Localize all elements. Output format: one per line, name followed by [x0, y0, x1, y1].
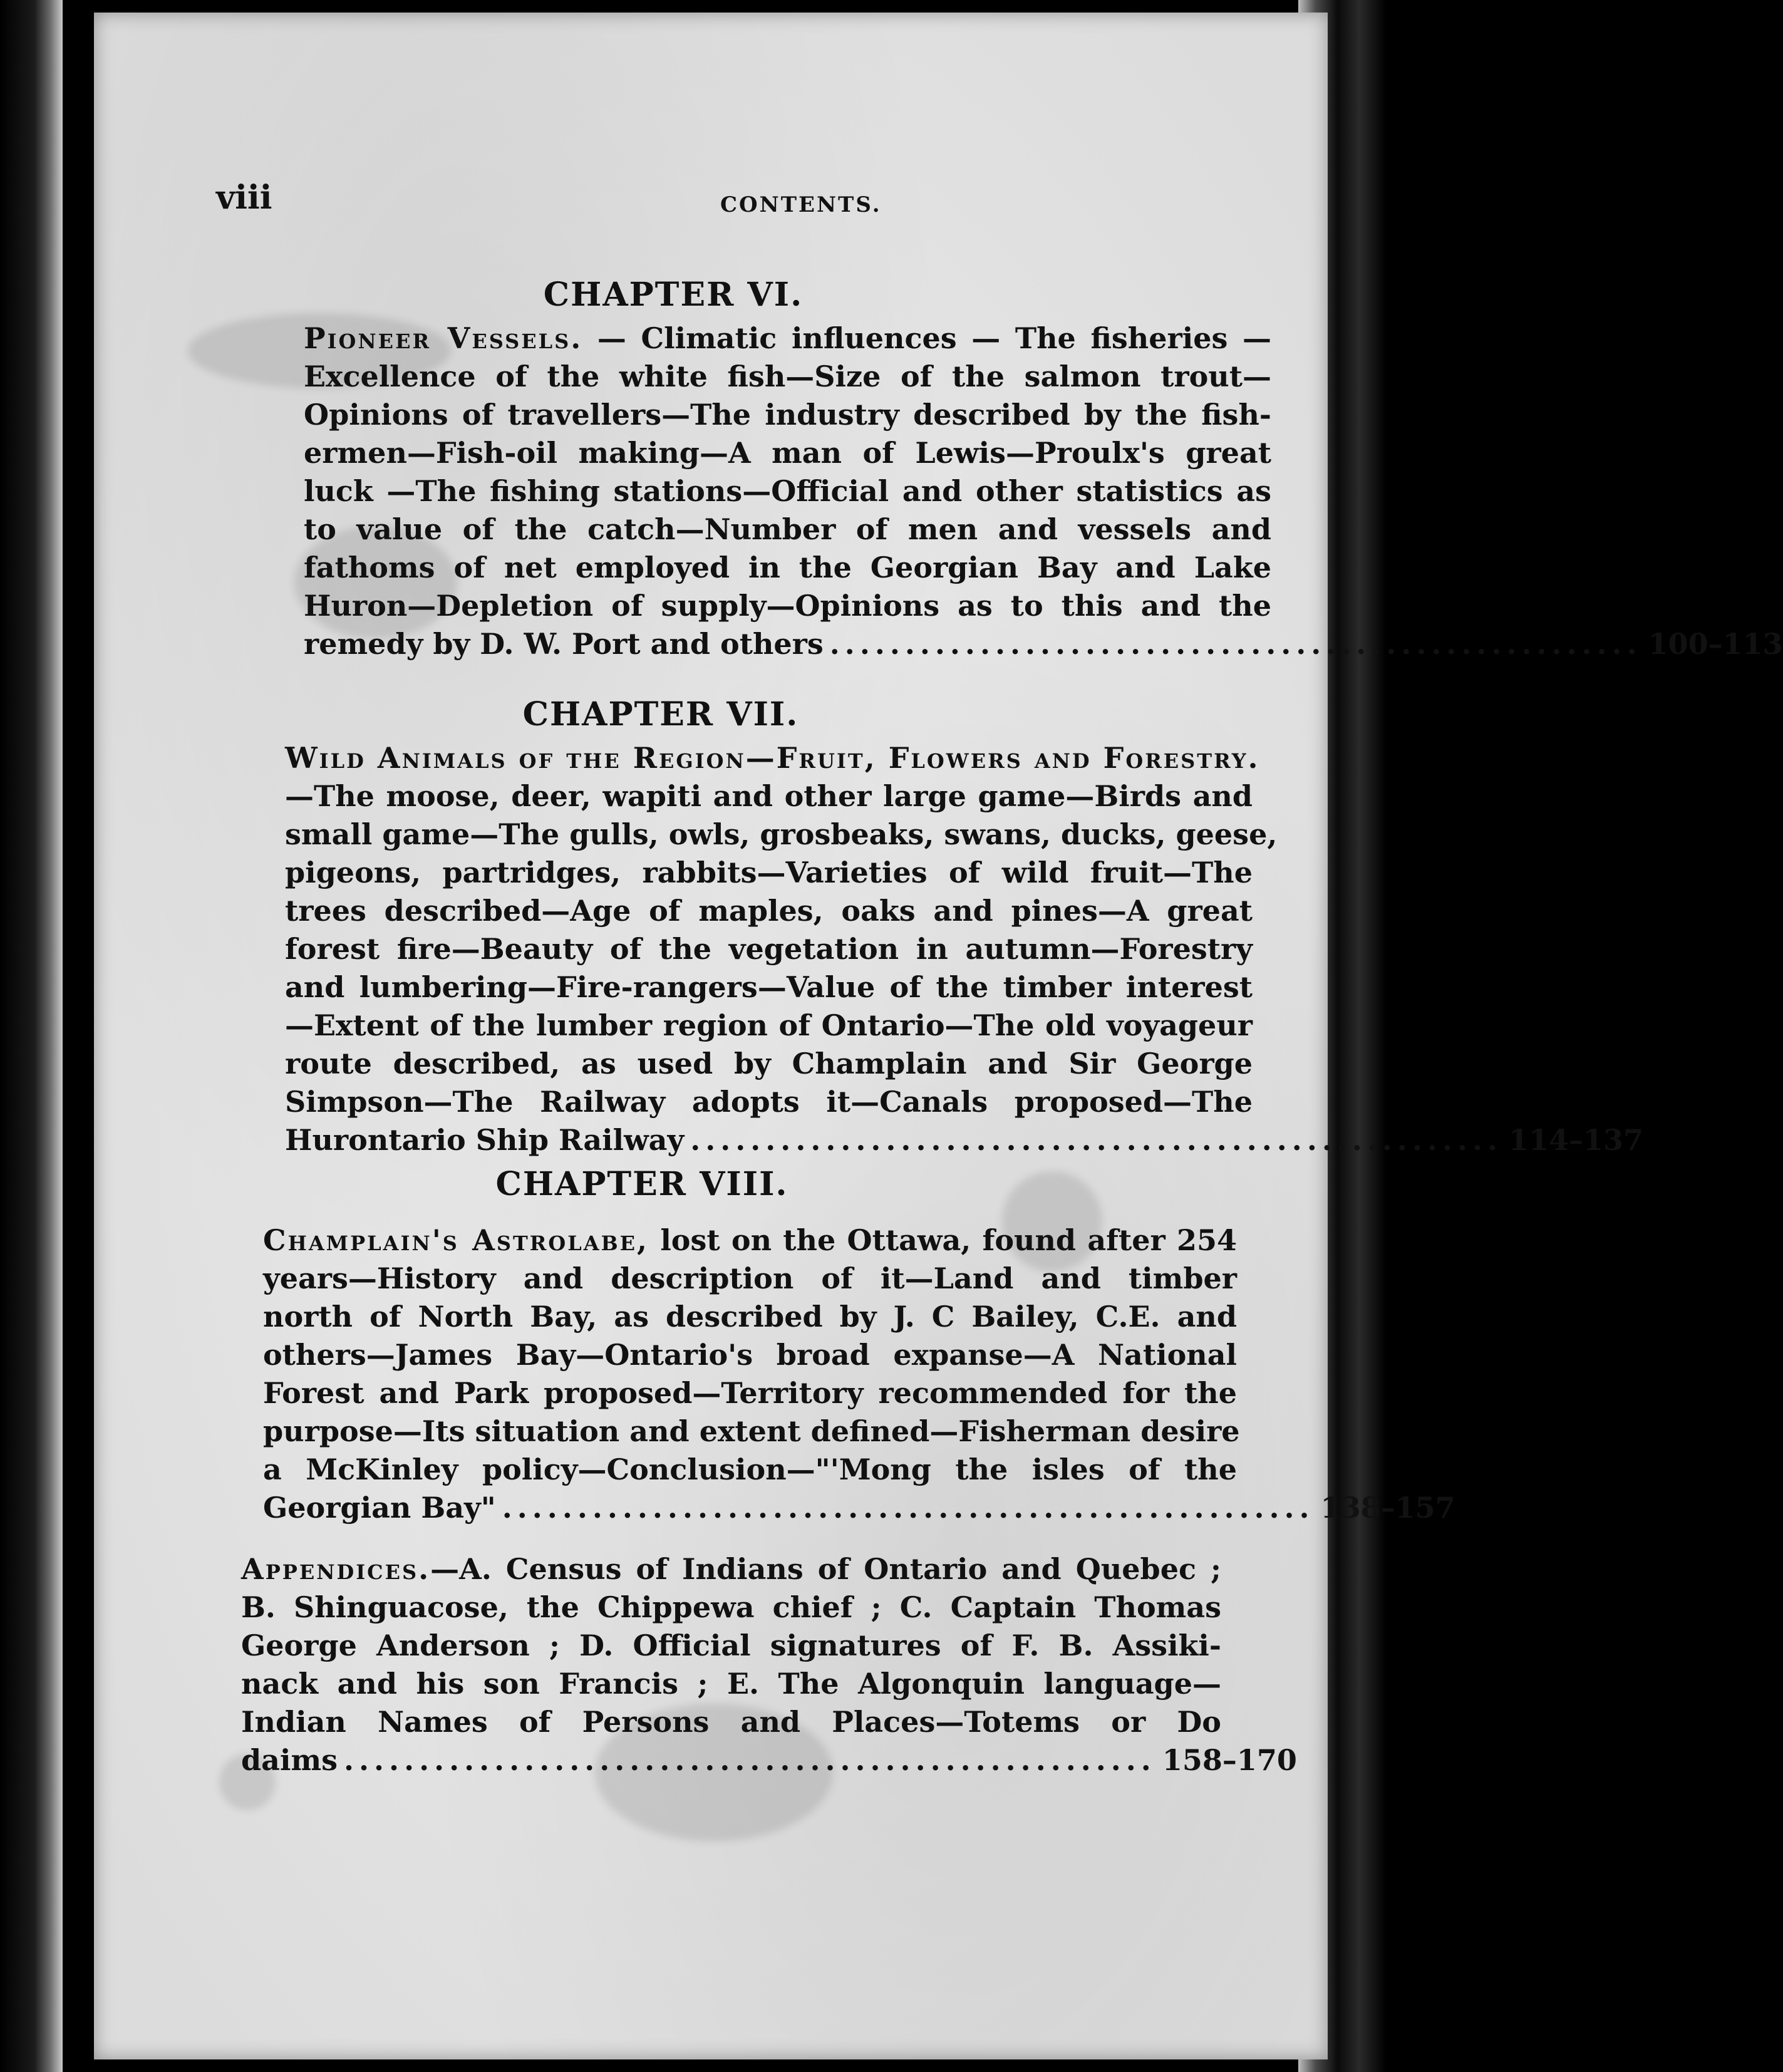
leader-dots: ......................................................: [502, 1491, 1315, 1525]
entry-line: George Anderson ; D. Official signatures of F. B. Assiki-: [241, 1629, 1221, 1662]
entry-line-first: Pioneer Vessels. — Climatic influences — The fisheries —: [304, 321, 1271, 355]
entry-line-first: Champlain's Astrolabe, lost on the Ottawa, found after 254: [263, 1223, 1237, 1257]
entry-line: north of North Bay, as described by J. C Bailey, C.E. and: [263, 1300, 1237, 1334]
entry-line: trees described—Age of maples, oaks and pines—A great: [285, 894, 1253, 928]
entry-line: —Extent of the lumber region of Ontario—The old voyageur: [285, 1008, 1253, 1042]
entry-line: small game—The gulls, owls, grosbeaks, swans, ducks, geese,: [285, 817, 1278, 851]
chapter-entry: [304, 319, 1783, 663]
chapter-entry: [263, 1221, 1455, 1527]
entry-line: Excellence of the white fish—Size of the salmon trout—: [304, 360, 1271, 393]
chapter-heading: CHAPTER VII.: [522, 695, 799, 733]
entry-line: others—James Bay—Ontario's broad expanse—A National: [263, 1338, 1237, 1372]
entry-line: Indian Names of Persons and Places—Totems or Do: [241, 1705, 1221, 1739]
entry-line: forest fire—Beauty of the vegetation in autumn—Forestry: [285, 932, 1253, 966]
entry-line: years—History and description of it—Land and timber: [263, 1261, 1237, 1295]
entry-line: —The moose, deer, wapiti and other large game—Birds and: [285, 779, 1253, 813]
entry-line: a McKinley policy—Conclusion—"'Mong the isles of the: [263, 1453, 1237, 1486]
entry-line: Simpson—The Railway adopts it—Canals proposed—The: [285, 1085, 1253, 1119]
entry-line: ermen—Fish-oil making—A man of Lewis—Proulx's great: [304, 436, 1271, 470]
page-range: 138–157: [1320, 1491, 1455, 1525]
entry-line: luck —The fishing stations—Official and other statistics as: [304, 474, 1271, 508]
entry-line: purpose—Its situation and extent defined—Fisherman desire: [263, 1414, 1240, 1448]
chapter-entry: [285, 739, 1644, 1159]
page-number: viii: [216, 179, 272, 217]
entry-title: Pioneer Vessels.: [304, 321, 583, 355]
leader-dots: ......................................................: [344, 1743, 1156, 1777]
entry-line: fathoms of net employed in the Georgian Bay and Lake: [304, 551, 1271, 584]
entry-line: to value of the catch—Number of men and vessels and: [304, 512, 1271, 546]
leader-dots: ......................................................: [690, 1123, 1503, 1157]
entry-line: route described, as used by Champlain and Sir George: [285, 1047, 1253, 1080]
entry-line: and lumbering—Fire-rangers—Value of the timber interest: [285, 970, 1253, 1004]
entry-line: nack and his son Francis ; E. The Algonquin language—: [241, 1667, 1221, 1701]
entry-line-first: Appendices.—A. Census of Indians of Ontario and Quebec ;: [241, 1552, 1221, 1586]
appendices-title: Appendices.: [241, 1552, 431, 1586]
running-head: CONTENTS.: [720, 192, 882, 217]
entry-line: B. Shinguacose, the Chippewa chief ; C. Captain Thomas: [241, 1590, 1221, 1624]
entry-line-last: remedy by D. W. Port and others ...................................................... 100–113: [304, 625, 1271, 663]
entry-title: Wild Animals of the Region—Fruit, Flowers and Forestry.: [285, 741, 1260, 775]
appendices-entry: [241, 1550, 1297, 1779]
scan-edge-left: [0, 0, 63, 2072]
page-range: 158–170: [1162, 1743, 1297, 1777]
entry-title: Champlain's Astrolabe,: [263, 1223, 649, 1257]
entry-line: pigeons, partridges, rabbits—Varieties of wild fruit—The: [285, 856, 1253, 889]
page-range: 100–113: [1648, 627, 1783, 661]
entry-line-first: [285, 739, 1260, 777]
leader-dots: ......................................................: [829, 627, 1642, 661]
page-header: [216, 179, 1231, 222]
entry-line-last: Georgian Bay" ...................................................... 138–157: [263, 1489, 1237, 1527]
entry-line-last: Hurontario Ship Railway ...................................................... 114–137: [285, 1121, 1253, 1159]
page-range: 114–137: [1509, 1123, 1644, 1157]
entry-line-last: daims ...................................................... 158–170: [241, 1741, 1221, 1779]
chapter-heading: CHAPTER VI.: [543, 276, 804, 314]
entry-line: Forest and Park proposed—Territory recommended for the: [263, 1376, 1237, 1410]
chapter-heading: CHAPTER VIII.: [495, 1165, 788, 1203]
entry-line: Huron—Depletion of supply—Opinions as to this and the: [304, 589, 1271, 623]
entry-line: Opinions of travellers—The industry described by the fish-: [304, 398, 1271, 432]
